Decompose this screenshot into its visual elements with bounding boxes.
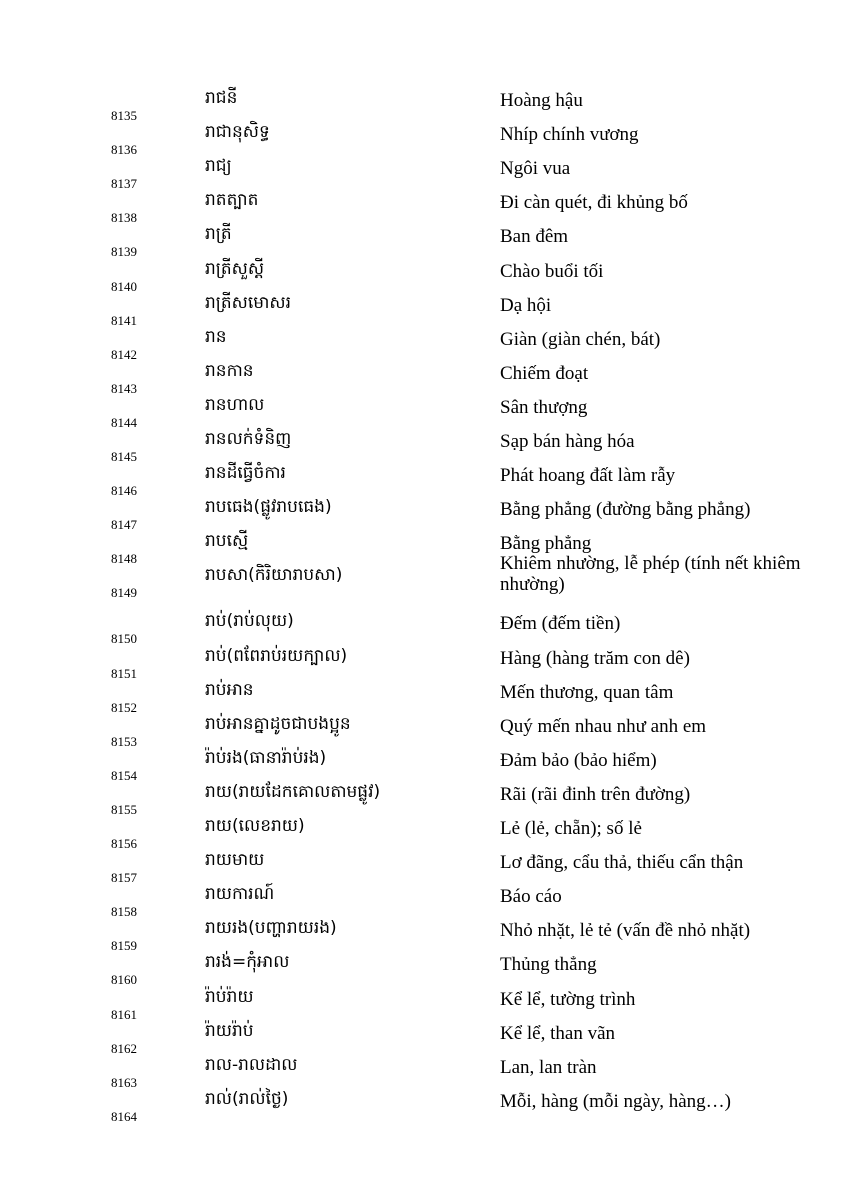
vietnamese-meaning: Lan, lan tràn	[500, 1056, 597, 1078]
entry-number: 8156	[111, 836, 137, 851]
entry-row	[0, 920, 848, 954]
entry-number: 8162	[111, 1040, 137, 1056]
khmer-term: រាបសា(កិរិយារាបសា)	[205, 565, 343, 586]
entry-number: 8152	[111, 699, 137, 715]
entry-row	[0, 818, 848, 852]
entry-row	[0, 360, 848, 397]
entry-row	[0, 747, 848, 784]
entry-row	[0, 954, 848, 988]
vietnamese-meaning: Đếm (đếm tiền)	[500, 613, 621, 635]
vietnamese-meaning: Rãi (rãi đinh trên đường)	[500, 783, 691, 805]
khmer-term: រាបធេង(ផ្លូវរាបធេង)	[205, 497, 332, 518]
entry-number: 8159	[111, 938, 137, 954]
vietnamese-meaning: Lơ đãng, cẩu thả, thiếu cẩn thận	[500, 852, 744, 874]
khmer-term: រាតត្បាត	[205, 190, 259, 211]
entry-number: 8155	[111, 801, 137, 817]
vietnamese-meaning: Mỗi, hàng (mỗi ngày, hàng…)	[500, 1090, 731, 1112]
vietnamese-meaning: Ngôi vua	[500, 158, 571, 180]
entry-row	[0, 1054, 848, 1091]
khmer-term: រាបស្មើ	[205, 531, 249, 552]
entry-row	[0, 90, 848, 124]
khmer-term: រាយការណ៍	[205, 884, 275, 905]
entry-row	[0, 886, 848, 920]
vietnamese-meaning: Đi càn quét, đi khủng bố	[500, 192, 688, 214]
khmer-term: រាជ្យ	[205, 156, 232, 177]
entry-row	[0, 124, 848, 158]
vietnamese-meaning: Quý mến nhau như anh em	[500, 715, 707, 737]
entry-row	[0, 613, 848, 647]
entry-row	[0, 226, 848, 260]
vietnamese-meaning: Hàng (hàng trăm con dê)	[500, 647, 690, 669]
vietnamese-meaning: Sân thượng	[500, 396, 588, 418]
khmer-term: រាត្រីសួស្តី	[205, 258, 265, 279]
vietnamese-meaning: Chào buổi tối	[500, 260, 604, 282]
entry-row	[0, 713, 848, 750]
entry-number: 8161	[111, 1006, 137, 1022]
khmer-term: រាជានុសិទ្ធ	[205, 122, 270, 143]
entry-row	[0, 986, 848, 1023]
vietnamese-meaning: Thủng thẳng	[500, 954, 597, 976]
entry-number: 8150	[111, 631, 137, 647]
entry-number: 8146	[111, 483, 137, 499]
entry-row	[0, 158, 848, 192]
entry-number: 8157	[111, 870, 137, 886]
entry-number: 8163	[111, 1074, 137, 1090]
khmer-term: រានលក់ទំនិញ	[205, 429, 292, 449]
khmer-term: រាយរង(បញ្ហារាយរង)	[205, 918, 337, 939]
entry-row	[0, 465, 848, 499]
vietnamese-meaning: Phát hoang đất làm rẫy	[500, 465, 676, 487]
vietnamese-meaning: Sạp bán hàng hóa	[500, 431, 635, 452]
entry-number: 8139	[111, 244, 137, 260]
khmer-term: រ៉ាយរ៉ាប់	[205, 1020, 254, 1041]
entry-row	[0, 781, 848, 818]
entry-row	[0, 1088, 848, 1125]
entry-number: 8144	[111, 414, 137, 430]
entry-number: 8137	[111, 176, 137, 192]
entry-row	[0, 852, 848, 886]
khmer-term: រាយមាយ	[205, 850, 265, 871]
entry-number: 8142	[111, 346, 137, 362]
khmer-term: រានហាល	[205, 394, 265, 415]
vietnamese-meaning: Giàn (giàn chén, bát)	[500, 328, 661, 350]
entry-row	[0, 192, 848, 226]
khmer-term: រាយ(រាយដែកគោលតាមផ្លូវ)	[205, 781, 381, 802]
khmer-term: រ៉ាប់រ៉ាយ	[205, 986, 254, 1007]
khmer-term: រានដីធ្វើចំការ	[205, 463, 286, 484]
khmer-term: រាប់(រាប់លុយ)	[205, 611, 294, 632]
entry-row	[0, 394, 848, 431]
vietnamese-meaning: Nhỏ nhặt, lẻ tẻ (vấn đề nhỏ nhặt)	[500, 920, 751, 942]
entry-row	[0, 431, 848, 465]
khmer-term: រាត្រី	[205, 224, 232, 245]
entry-number: 8148	[111, 551, 137, 567]
khmer-term: រាន	[205, 326, 227, 347]
khmer-term: រាយ(លេខរាយ)	[205, 816, 305, 836]
entry-row	[0, 1020, 848, 1057]
entry-row	[0, 645, 848, 682]
entry-row	[0, 258, 848, 295]
khmer-term: រ៉ាប់រង(ធានារ៉ាប់រង)	[205, 747, 327, 768]
khmer-term: រាប់អាន	[205, 679, 254, 700]
entry-number: 8149	[111, 585, 137, 601]
vietnamese-meaning: Kể lể, tường trình	[500, 988, 636, 1010]
vietnamese-meaning: Dạ hội	[500, 294, 552, 316]
vietnamese-meaning: Hoàng hậu	[500, 90, 583, 111]
vietnamese-meaning: Nhíp chính vương	[500, 124, 639, 146]
vietnamese-meaning: Kể lể, than vãn	[500, 1022, 616, 1044]
entry-number: 8136	[111, 142, 137, 158]
entry-number: 8135	[111, 108, 137, 123]
vietnamese-meaning: Đảm bảo (bảo hiểm)	[500, 749, 657, 771]
khmer-term: រាល់(រាល់ថ្ងៃ)	[205, 1088, 289, 1109]
khmer-term: រាល-រាលដាល	[205, 1054, 298, 1075]
khmer-term: រារង់=កុំអាល	[205, 952, 290, 973]
entry-number: 8143	[111, 380, 137, 396]
khmer-term: រាជនី	[205, 88, 238, 108]
entry-row	[0, 499, 848, 533]
entry-row	[0, 326, 848, 363]
entry-number: 8138	[111, 210, 137, 226]
vietnamese-meaning: Khiêm nhường, lễ phép (tính nết khiêm nhường)	[500, 553, 801, 596]
vietnamese-meaning: Chiếm đoạt	[500, 362, 589, 384]
entry-row	[0, 292, 848, 329]
vietnamese-meaning: Báo cáo	[500, 886, 562, 908]
khmer-term: រាប់អានគ្នាដូចជាបងប្អូន	[205, 713, 351, 734]
khmer-term: រានកាន	[205, 360, 254, 381]
khmer-term: រាត្រីសមោសរ	[205, 292, 291, 313]
entry-number: 8154	[111, 767, 137, 783]
entry-number: 8164	[111, 1108, 137, 1124]
entry-number: 8145	[111, 449, 137, 464]
entry-number: 8147	[111, 517, 137, 533]
khmer-term: រាប់(ពពែរាប់រយក្បាល)	[205, 645, 348, 666]
vietnamese-meaning: Lẻ (lẻ, chẵn); số lẻ	[500, 818, 642, 839]
entry-number: 8151	[111, 665, 137, 681]
vietnamese-meaning: Mến thương, quan tâm	[500, 681, 674, 703]
entry-number: 8141	[111, 312, 137, 328]
vietnamese-meaning: Bằng phẳng	[500, 533, 592, 555]
entry-number: 8153	[111, 733, 137, 749]
entry-number: 8140	[111, 278, 137, 294]
entry-row	[0, 679, 848, 716]
vietnamese-meaning: Bằng phẳng (đường bằng phẳng)	[500, 499, 751, 521]
vietnamese-meaning: Ban đêm	[500, 226, 569, 248]
entry-number: 8158	[111, 904, 137, 920]
entry-number: 8160	[111, 972, 137, 988]
